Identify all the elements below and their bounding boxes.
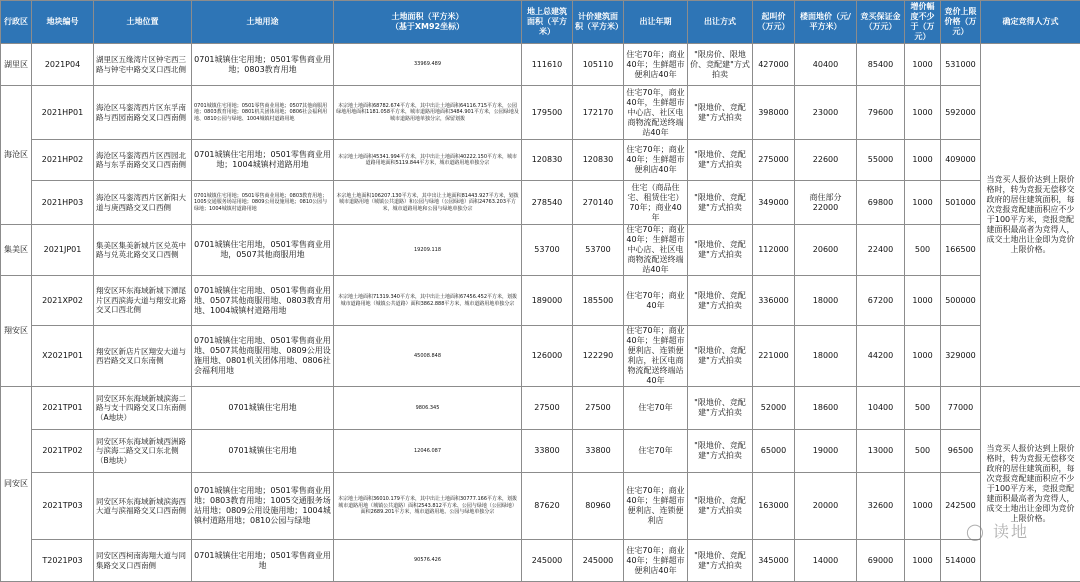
floor-price-cell: 40400 bbox=[795, 44, 857, 86]
method-cell: "限地价、竞配建"方式拍卖 bbox=[688, 430, 753, 473]
total-gfa-cell: 245000 bbox=[522, 540, 573, 582]
area-cell: 19209.118 bbox=[334, 225, 522, 276]
area-cell: 本宗地土地面积36010.179平方米，其中出让土地面积30777.166平方米，划拨城市道路用地（城镇公共道路）面积2543.812平方米、公园与绿地（公园绿地）面积2689.201平方米，城市道路用地、公园与绿地单独分宗 bbox=[334, 473, 522, 540]
location-cell: 集美区集美新城片区兑英中路与兑英北路交叉口西侧 bbox=[94, 225, 192, 276]
floor-price-cell: 19000 bbox=[795, 430, 857, 473]
watermark bbox=[966, 519, 1029, 542]
area-cell: 本宗地土地面积71319.340平方米，其中出让土地面积67456.452平方米，划拨城市道路用地（城镇公共道路）面积3862.888平方米，城市道路用地单独分宗 bbox=[334, 276, 522, 326]
use-cell: 0701城镇住宅用地、0501零售商业用地、0507其他商服用地、0803教育用地、1004城镇村道路用地 bbox=[192, 276, 334, 326]
method-cell: "限地价、竞配建"方式拍卖 bbox=[688, 181, 753, 225]
location-cell: 同安区环东海域新城西洲路与滨海二路交叉口东北侧（B地块） bbox=[94, 430, 192, 473]
cap-cell: 531000 bbox=[941, 44, 981, 86]
code-cell: 2021JP01 bbox=[32, 225, 94, 276]
area-cell: 9806.345 bbox=[334, 387, 522, 430]
deposit-cell: 67200 bbox=[857, 276, 905, 326]
total-gfa-cell: 87620 bbox=[522, 473, 573, 540]
total-gfa-cell: 179500 bbox=[522, 86, 573, 140]
floor-price-cell: 20000 bbox=[795, 473, 857, 540]
district-cell: 湖里区 bbox=[1, 44, 32, 86]
start-price-cell: 163000 bbox=[753, 473, 795, 540]
cap-cell: 77000 bbox=[941, 387, 981, 430]
code-cell: 2021TP02 bbox=[32, 430, 94, 473]
cap-cell: 409000 bbox=[941, 140, 981, 181]
location-cell: 海沧区马銮湾西片区新阳大道与庚西路交叉口西侧 bbox=[94, 181, 192, 225]
table-row bbox=[1, 44, 1080, 86]
table-row bbox=[1, 430, 1080, 473]
header-floor-price: 楼面地价（元/平方米） bbox=[795, 1, 857, 44]
increment-cell: 500 bbox=[905, 225, 941, 276]
calc-gfa-cell: 122290 bbox=[573, 326, 624, 387]
location-cell: 翔安区新店片区翔安大道与西岩路交叉口东南侧 bbox=[94, 326, 192, 387]
cap-cell: 592000 bbox=[941, 86, 981, 140]
start-price-cell: 65000 bbox=[753, 430, 795, 473]
area-cell: 90576.426 bbox=[334, 540, 522, 582]
cap-cell: 96500 bbox=[941, 430, 981, 473]
table-row bbox=[1, 326, 1080, 387]
use-cell: 0701城镇住宅用地、0501零售商业用地、0507其他商服用地、0809公用设施用地、0801机关团体用地、0806社会福利用地 bbox=[192, 326, 334, 387]
total-gfa-cell: 120830 bbox=[522, 140, 573, 181]
cap-cell: 514000 bbox=[941, 540, 981, 582]
cap-cell: 501000 bbox=[941, 181, 981, 225]
winner-rule-cell: 当竞买人报价达到上限价格时，转为竞报无偿移交政府的居住建筑面积，每次竞报竞配建面积应不少于100平方米，竞报竞配建面积最高者为竞得人，成交土地出让金即为竞价上限价格。 bbox=[981, 44, 1080, 387]
watermark-text: 读地 bbox=[993, 522, 1029, 541]
location-cell: 海沧区马銮湾西片区东孚南路与西园南路交叉口西南侧 bbox=[94, 86, 192, 140]
code-cell: T2021P03 bbox=[32, 540, 94, 582]
use-cell: 0701城镇住宅用地；0501零售商业用地 bbox=[192, 540, 334, 582]
deposit-cell: 79600 bbox=[857, 86, 905, 140]
method-cell: "限地价、竞配建"方式拍卖 bbox=[688, 225, 753, 276]
term-cell: 住宅（商品住宅、租赁住宅）70年；商业40年 bbox=[624, 181, 688, 225]
increment-cell: 1000 bbox=[905, 44, 941, 86]
use-cell: 0701城镇住宅用地；0501零售商业用地；0803教育用地 bbox=[192, 44, 334, 86]
start-price-cell: 336000 bbox=[753, 276, 795, 326]
total-gfa-cell: 126000 bbox=[522, 326, 573, 387]
total-gfa-cell: 111610 bbox=[522, 44, 573, 86]
increment-cell: 1000 bbox=[905, 540, 941, 582]
code-cell: 2021XP02 bbox=[32, 276, 94, 326]
deposit-cell: 55000 bbox=[857, 140, 905, 181]
method-cell: "限地价、竞配建"方式拍卖 bbox=[688, 276, 753, 326]
calc-gfa-cell: 185500 bbox=[573, 276, 624, 326]
total-gfa-cell: 189000 bbox=[522, 276, 573, 326]
floor-price-cell: 14000 bbox=[795, 540, 857, 582]
floor-price-cell: 商住部分22000 bbox=[795, 181, 857, 225]
method-cell: "限地价、竞配建"方式拍卖 bbox=[688, 387, 753, 430]
increment-cell: 500 bbox=[905, 430, 941, 473]
table-row bbox=[1, 181, 1080, 225]
floor-price-cell: 22600 bbox=[795, 140, 857, 181]
location-cell: 同安区环东海域新城滨海二路与支十四路交叉口东南侧（A地块） bbox=[94, 387, 192, 430]
header-district: 行政区 bbox=[1, 1, 32, 44]
area-cell: 45008.848 bbox=[334, 326, 522, 387]
cap-cell: 329000 bbox=[941, 326, 981, 387]
header-start-price: 起叫价（万元） bbox=[753, 1, 795, 44]
increment-cell: 1000 bbox=[905, 276, 941, 326]
code-cell: 2021TP01 bbox=[32, 387, 94, 430]
floor-price-cell: 18600 bbox=[795, 387, 857, 430]
use-cell: 0701城镇住宅用地 bbox=[192, 430, 334, 473]
deposit-cell: 69000 bbox=[857, 540, 905, 582]
table-row bbox=[1, 140, 1080, 181]
calc-gfa-cell: 53700 bbox=[573, 225, 624, 276]
calc-gfa-cell: 270140 bbox=[573, 181, 624, 225]
calc-gfa-cell: 105110 bbox=[573, 44, 624, 86]
header-calc-gfa: 计价建筑面积（平方米） bbox=[573, 1, 624, 44]
table-row bbox=[1, 473, 1080, 540]
deposit-cell: 85400 bbox=[857, 44, 905, 86]
calc-gfa-cell: 172170 bbox=[573, 86, 624, 140]
location-cell: 湖里区五缘湾片区钟宅西三路与钟宅中路交叉口西北侧 bbox=[94, 44, 192, 86]
district-cell: 海沧区 bbox=[1, 86, 32, 225]
term-cell: 住宅70年；商业40年 bbox=[624, 276, 688, 326]
increment-cell: 500 bbox=[905, 387, 941, 430]
floor-price-cell: 20600 bbox=[795, 225, 857, 276]
start-price-cell: 112000 bbox=[753, 225, 795, 276]
header-winner: 确定竞得人方式 bbox=[981, 1, 1080, 44]
total-gfa-cell: 278540 bbox=[522, 181, 573, 225]
calc-gfa-cell: 245000 bbox=[573, 540, 624, 582]
start-price-cell: 275000 bbox=[753, 140, 795, 181]
district-cell: 集美区 bbox=[1, 225, 32, 276]
calc-gfa-cell: 27500 bbox=[573, 387, 624, 430]
deposit-cell: 10400 bbox=[857, 387, 905, 430]
deposit-cell: 13000 bbox=[857, 430, 905, 473]
method-cell: "限地价、竞配建"方式拍卖 bbox=[688, 540, 753, 582]
table-row bbox=[1, 387, 1080, 430]
start-price-cell: 221000 bbox=[753, 326, 795, 387]
area-cell: 本宗地土地面积106207.130平方米，其中出让土地面积81443.927平方米，划拨城市道路用地（城镇公共道路）和公园与绿地（公园绿地）面积24763.203平方米，城市道路用地和公园与绿地单独分宗 bbox=[334, 181, 522, 225]
term-cell: 住宅70年；商业40年；生鲜超市中心店、社区电商物流配送终端站40年 bbox=[624, 225, 688, 276]
method-cell: "限地价、竞配建"方式拍卖 bbox=[688, 140, 753, 181]
calc-gfa-cell: 33800 bbox=[573, 430, 624, 473]
code-cell: 2021P04 bbox=[32, 44, 94, 86]
header-increment: 增价幅度不少于（万元） bbox=[905, 1, 941, 44]
term-cell: 住宅70年；商业40年；生鲜超市便利店40年 bbox=[624, 44, 688, 86]
winner-rule-cell: 当竞买人报价达到上限价格时，转为竞报无偿移交政府的居住建筑面积，每次竞报竞配建面积应不少于100平方米，竞报竞配建面积最高者为竞得人，成交土地出让金即为竞价上限价格。 bbox=[981, 387, 1080, 582]
area-cell: 本宗地土地面积68782.674平方米，其中出让土地面积64116.715平方米，公园绿地用地面积1181.058平方米，城市道路用地面积3484.901平方米，公园绿地及城市道路用地单独分宗，保留划拨 bbox=[334, 86, 522, 140]
increment-cell: 1000 bbox=[905, 473, 941, 540]
header-deposit: 竞买保证金（万元） bbox=[857, 1, 905, 44]
code-cell: 2021HP01 bbox=[32, 86, 94, 140]
deposit-cell: 44200 bbox=[857, 326, 905, 387]
term-cell: 住宅70年；商业40年；生鲜超市便利店、连锁便利店 bbox=[624, 473, 688, 540]
area-cell: 12046.087 bbox=[334, 430, 522, 473]
use-cell: 0701城镇住宅用地 bbox=[192, 387, 334, 430]
header-total-gfa: 地上总建筑面积（平方米） bbox=[522, 1, 573, 44]
code-cell: 2021HP03 bbox=[32, 181, 94, 225]
use-cell: 0701城镇住宅用地；0501零售商业用地；0803教育用地；1005交通服务场站用地；0809公用设施用地；1004城镇村道路用地；0810公园与绿地 bbox=[192, 473, 334, 540]
area-cell: 本宗地土地面积45341.994平方米，其中出让土地面积40222.150平方米，城市道路用地面积5119.844平方米，城市道路用地单独分宗 bbox=[334, 140, 522, 181]
calc-gfa-cell: 120830 bbox=[573, 140, 624, 181]
code-cell: X2021P01 bbox=[32, 326, 94, 387]
header-cap: 竞价上限价格（万元） bbox=[941, 1, 981, 44]
total-gfa-cell: 27500 bbox=[522, 387, 573, 430]
term-cell: 住宅70年 bbox=[624, 387, 688, 430]
term-cell: 住宅70年；商业40年；生鲜超市便利店、连锁便利店，社区电商物流配送终端站40年 bbox=[624, 326, 688, 387]
cap-cell: 500000 bbox=[941, 276, 981, 326]
table-row bbox=[1, 86, 1080, 140]
cap-cell: 166500 bbox=[941, 225, 981, 276]
district-cell: 同安区 bbox=[1, 387, 32, 582]
district-cell: 翔安区 bbox=[1, 276, 32, 387]
start-price-cell: 345000 bbox=[753, 540, 795, 582]
location-cell: 同安区西柯南海翔大道与同集路交叉口西南侧 bbox=[94, 540, 192, 582]
method-cell: "限地价、竞配建"方式拍卖 bbox=[688, 86, 753, 140]
term-cell: 住宅70年；商业40年；生鲜超市便利店40年 bbox=[624, 540, 688, 582]
header-method: 出让方式 bbox=[688, 1, 753, 44]
use-cell: 0701城镇住宅用地；0501零售商业用地；0507其他商服用地；0803教育用地；0801机关团体用地；0806社会福利用地、0810公园与绿地、1004城镇村道路用地 bbox=[192, 86, 334, 140]
start-price-cell: 52000 bbox=[753, 387, 795, 430]
chat-bubble-icon: ◯ bbox=[966, 522, 986, 541]
header-area: 土地面积（平方米） （基于XM92坐标） bbox=[334, 1, 522, 44]
location-cell: 同安区环东海域新城滨海西大道与滨福路交叉口西南侧 bbox=[94, 473, 192, 540]
floor-price-cell: 23000 bbox=[795, 86, 857, 140]
deposit-cell: 69800 bbox=[857, 181, 905, 225]
start-price-cell: 398000 bbox=[753, 86, 795, 140]
floor-price-cell: 18000 bbox=[795, 326, 857, 387]
cap-cell: 242500 bbox=[941, 473, 981, 540]
header-term: 出让年期 bbox=[624, 1, 688, 44]
floor-price-cell: 18000 bbox=[795, 276, 857, 326]
table-row bbox=[1, 540, 1080, 582]
term-cell: 住宅70年 bbox=[624, 430, 688, 473]
start-price-cell: 427000 bbox=[753, 44, 795, 86]
use-cell: 0701城镇住宅用地；0501零售商业用地；1004城镇村道路用地 bbox=[192, 140, 334, 181]
use-cell: 0701城镇住宅用地，0501零售商业用地，0507其他商服用地 bbox=[192, 225, 334, 276]
code-cell: 2021TP03 bbox=[32, 473, 94, 540]
method-cell: "限地价、竞配建"方式拍卖 bbox=[688, 326, 753, 387]
table-row bbox=[1, 276, 1080, 326]
code-cell: 2021HP02 bbox=[32, 140, 94, 181]
term-cell: 住宅70年，商业40年，生鲜超市中心店、社区电商物流配送终端站40年 bbox=[624, 86, 688, 140]
start-price-cell: 349000 bbox=[753, 181, 795, 225]
deposit-cell: 22400 bbox=[857, 225, 905, 276]
increment-cell: 1000 bbox=[905, 86, 941, 140]
location-cell: 翔安区环东海域新城下潭尾片区西滨海大道与翔安北路交叉口西北侧 bbox=[94, 276, 192, 326]
total-gfa-cell: 53700 bbox=[522, 225, 573, 276]
increment-cell: 1000 bbox=[905, 181, 941, 225]
header-use: 土地用途 bbox=[192, 1, 334, 44]
table-row bbox=[1, 225, 1080, 276]
location-cell: 海沧区马銮湾西片区西园北路与东孚南路交叉口西南侧 bbox=[94, 140, 192, 181]
calc-gfa-cell: 80960 bbox=[573, 473, 624, 540]
header-location: 土地位置 bbox=[94, 1, 192, 44]
header-code: 地块编号 bbox=[32, 1, 94, 44]
increment-cell: 1000 bbox=[905, 140, 941, 181]
use-cell: 0701城镇住宅用地；0501零售商业用地；0803教育用地；1005交通服务场站用地；0809公用设施用地；0810公园与绿地；1004城镇村道路用地 bbox=[192, 181, 334, 225]
header-row bbox=[1, 1, 1080, 44]
method-cell: "限房价、限地价、竞配建"方式拍卖 bbox=[688, 44, 753, 86]
deposit-cell: 32600 bbox=[857, 473, 905, 540]
method-cell: "限地价、竞配建"方式拍卖 bbox=[688, 473, 753, 540]
total-gfa-cell: 33800 bbox=[522, 430, 573, 473]
area-cell: 33969.489 bbox=[334, 44, 522, 86]
term-cell: 住宅70年；商业40年；生鲜超市便利店40年 bbox=[624, 140, 688, 181]
increment-cell: 1000 bbox=[905, 326, 941, 387]
